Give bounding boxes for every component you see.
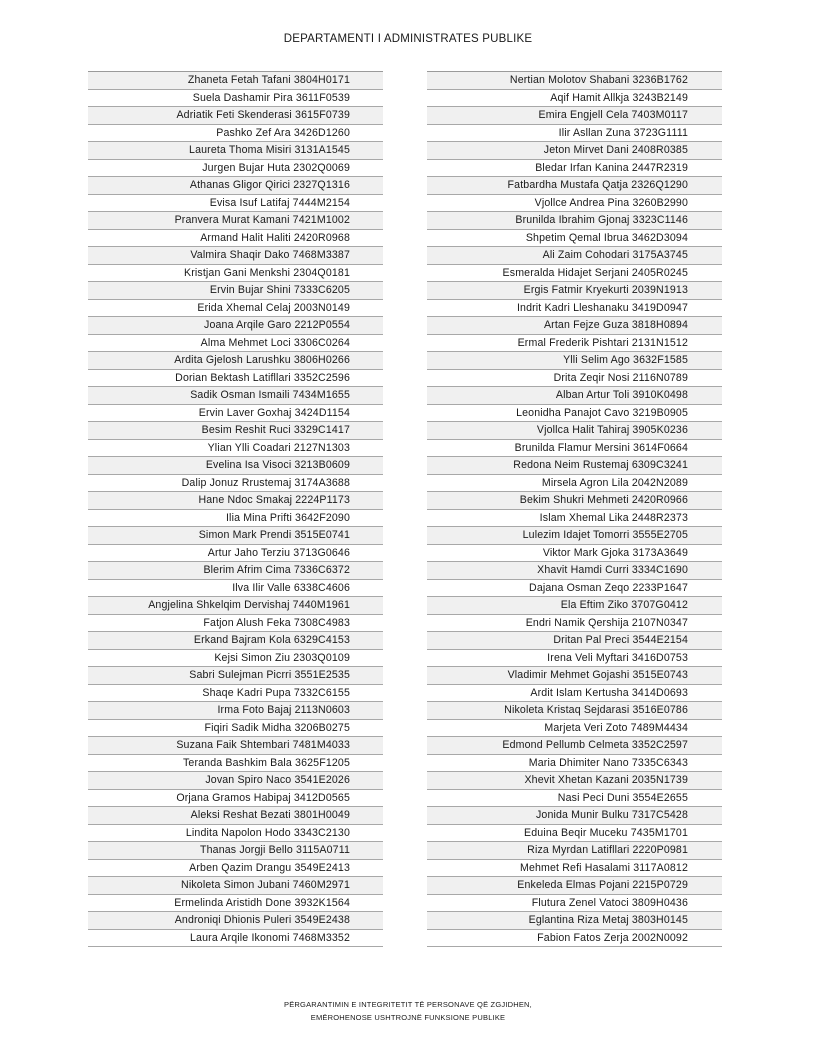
- list-item: Zhaneta Fetah Tafani 3804H0171: [88, 72, 383, 90]
- list-item: Ardita Gjelosh Larushku 3806H0266: [88, 352, 383, 370]
- list-item: Jonida Munir Bulku 7317C5428: [427, 807, 722, 825]
- list-item: Irena Veli Myftari 3416D0753: [427, 650, 722, 668]
- list-item: Besim Reshit Ruci 3329C1417: [88, 422, 383, 440]
- list-item: Ervin Laver Goxhaj 3424D1154: [88, 405, 383, 423]
- list-item: Hane Ndoc Smakaj 2224P1173: [88, 492, 383, 510]
- list-item: Marjeta Veri Zoto 7489M4434: [427, 720, 722, 738]
- list-item: Arben Qazim Drangu 3549E2413: [88, 860, 383, 878]
- list-item: Viktor Mark Gjoka 3173A3649: [427, 545, 722, 563]
- list-item: Valmira Shaqir Dako 7468M3387: [88, 247, 383, 265]
- list-item: Nikoleta Simon Jubani 7460M2971: [88, 877, 383, 895]
- list-item: Enkeleda Elmas Pojani 2215P0729: [427, 877, 722, 895]
- list-item: Kristjan Gani Menkshi 2304Q0181: [88, 265, 383, 283]
- list-item: Ela Eftim Ziko 3707G0412: [427, 597, 722, 615]
- list-item: Endri Namik Qershija 2107N0347: [427, 615, 722, 633]
- list-item: Xhavit Hamdi Curri 3334C1690: [427, 562, 722, 580]
- list-item: Joana Arqile Garo 2212P0554: [88, 317, 383, 335]
- footer-line-1: PËRGARANTIMIN E INTEGRITETIT TË PERSONAVE QË ZGJIDHEN,: [284, 1000, 532, 1009]
- list-item: Simon Mark Prendi 3515E0741: [88, 527, 383, 545]
- list-item: Ali Zaim Cohodari 3175A3745: [427, 247, 722, 265]
- list-item: Aleksi Reshat Bezati 3801H0049: [88, 807, 383, 825]
- list-item: Artur Jaho Terziu 3713G0646: [88, 545, 383, 563]
- list-item: Jovan Spiro Naco 3541E2026: [88, 772, 383, 790]
- list-item: Bledar Irfan Kanina 2447R2319: [427, 160, 722, 178]
- list-item: Ermelinda Aristidh Done 3932K1564: [88, 895, 383, 913]
- list-item: Shpetim Qemal Ibrua 3462D3094: [427, 230, 722, 248]
- list-item: Adriatik Feti Skenderasi 3615F0739: [88, 107, 383, 125]
- list-item: Ilir Asllan Zuna 3723G1111: [427, 125, 722, 143]
- page-title: DEPARTAMENTI I ADMINISTRATES PUBLIKE: [283, 33, 533, 45]
- list-item: Angjelina Shkelqim Dervishaj 7440M1961: [88, 597, 383, 615]
- list-item: Redona Neim Rustemaj 6309C3241: [427, 457, 722, 475]
- list-item: Lindita Napolon Hodo 3343C2130: [88, 825, 383, 843]
- list-item: Fiqiri Sadik Midha 3206B0275: [88, 720, 383, 738]
- list-item: Laureta Thoma Misiri 3131A1545: [88, 142, 383, 160]
- list-item: Vjollce Andrea Pina 3260B2990: [427, 195, 722, 213]
- right-column-list: [427, 71, 722, 947]
- list-item: Irma Foto Bajaj 2113N0603: [88, 702, 383, 720]
- list-item: Suzana Faik Shtembari 7481M4033: [88, 737, 383, 755]
- footer: [0, 998, 816, 1024]
- list-item: Maria Dhimiter Nano 7335C6343: [427, 755, 722, 773]
- list-item: Kejsi Simon Ziu 2303Q0109: [88, 650, 383, 668]
- list-item: Mirsela Agron Lila 2042N2089: [427, 475, 722, 493]
- list-item: Aqif Hamit Allkja 3243B2149: [427, 90, 722, 108]
- list-item: Eduina Beqir Muceku 7435M1701: [427, 825, 722, 843]
- list-item: Fabion Fatos Zerja 2002N0092: [427, 930, 722, 948]
- list-item: Eglantina Riza Metaj 3803H0145: [427, 912, 722, 930]
- list-item: Dalip Jonuz Rrustemaj 3174A3688: [88, 475, 383, 493]
- list-item: Indrit Kadri Lleshanaku 3419D0947: [427, 300, 722, 318]
- list-item: Vladimir Mehmet Gojashi 3515E0743: [427, 667, 722, 685]
- list-item: Suela Dashamir Pira 3611F0539: [88, 90, 383, 108]
- list-item: Lulezim Idajet Tomorri 3555E2705: [427, 527, 722, 545]
- list-item: Ervin Bujar Shini 7333C6205: [88, 282, 383, 300]
- list-item: Nikoleta Kristaq Sejdarasi 3516E0786: [427, 702, 722, 720]
- list-item: Bekim Shukri Mehmeti 2420R0966: [427, 492, 722, 510]
- list-item: Pranvera Murat Kamani 7421M1002: [88, 212, 383, 230]
- list-item: Alma Mehmet Loci 3306C0264: [88, 335, 383, 353]
- list-item: Drita Zeqir Nosi 2116N0789: [427, 370, 722, 388]
- list-item: Leonidha Panajot Cavo 3219B0905: [427, 405, 722, 423]
- list-item: Ermal Frederik Pishtari 2131N1512: [427, 335, 722, 353]
- list-item: Ergis Fatmir Kryekurti 2039N1913: [427, 282, 722, 300]
- list-item: Vjollca Halit Tahiraj 3905K0236: [427, 422, 722, 440]
- footer-line-2: EMËROHENOSE USHTROJNË FUNKSIONE PUBLIKE: [310, 1013, 506, 1022]
- list-item: Thanas Jorgji Bello 3115A0711: [88, 842, 383, 860]
- list-item: Sabri Sulejman Picrri 3551E2535: [88, 667, 383, 685]
- list-item: Laura Arqile Ikonomi 7468M3352: [88, 930, 383, 948]
- list-item: Ardit Islam Kertusha 3414D0693: [427, 685, 722, 703]
- list-item: Emira Engjell Cela 7403M0117: [427, 107, 722, 125]
- list-item: Alban Artur Toli 3910K0498: [427, 387, 722, 405]
- list-item: Erida Xhemal Celaj 2003N0149: [88, 300, 383, 318]
- list-item: Armand Halit Haliti 2420R0968: [88, 230, 383, 248]
- list-item: Erkand Bajram Kola 6329C4153: [88, 632, 383, 650]
- list-item: Blerim Afrim Cima 7336C6372: [88, 562, 383, 580]
- list-item: Teranda Bashkim Bala 3625F1205: [88, 755, 383, 773]
- list-item: Artan Fejze Guza 3818H0894: [427, 317, 722, 335]
- list-item: Evelina Isa Visoci 3213B0609: [88, 457, 383, 475]
- list-item: Flutura Zenel Vatoci 3809H0436: [427, 895, 722, 913]
- list-item: Mehmet Refi Hasalami 3117A0812: [427, 860, 722, 878]
- list-item: Brunilda Ibrahim Gjonaj 3323C1146: [427, 212, 722, 230]
- list-item: Pashko Zef Ara 3426D1260: [88, 125, 383, 143]
- list-item: Ilva Ilir Valle 6338C4606: [88, 580, 383, 598]
- list-item: Nertian Molotov Shabani 3236B1762: [427, 72, 722, 90]
- list-item: Ilia Mina Prifti 3642F2090: [88, 510, 383, 528]
- list-item: Jurgen Bujar Huta 2302Q0069: [88, 160, 383, 178]
- list-item: Ylli Selim Ago 3632F1585: [427, 352, 722, 370]
- list-item: Riza Myrdan Latifllari 2220P0981: [427, 842, 722, 860]
- list-item: Orjana Gramos Habipaj 3412D0565: [88, 790, 383, 808]
- list-item: Edmond Pellumb Celmeta 3352C2597: [427, 737, 722, 755]
- list-item: Xhevit Xhetan Kazani 2035N1739: [427, 772, 722, 790]
- list-item: Brunilda Flamur Mersini 3614F0664: [427, 440, 722, 458]
- list-item: Dajana Osman Zeqo 2233P1647: [427, 580, 722, 598]
- left-column-list: [88, 71, 383, 947]
- list-item: Ylian Ylli Coadari 2127N1303: [88, 440, 383, 458]
- list-item: Androniqi Dhionis Puleri 3549E2438: [88, 912, 383, 930]
- list-item: Nasi Peci Duni 3554E2655: [427, 790, 722, 808]
- list-item: Sadik Osman Ismaili 7434M1655: [88, 387, 383, 405]
- list-item: Jeton Mirvet Dani 2408R0385: [427, 142, 722, 160]
- list-item: Islam Xhemal Lika 2448R2373: [427, 510, 722, 528]
- list-item: Fatbardha Mustafa Qatja 2326Q1290: [427, 177, 722, 195]
- list-item: Esmeralda Hidajet Serjani 2405R0245: [427, 265, 722, 283]
- list-item: Evisa Isuf Latifaj 7444M2154: [88, 195, 383, 213]
- list-item: Shaqe Kadri Pupa 7332C6155: [88, 685, 383, 703]
- list-item: Dritan Pal Preci 3544E2154: [427, 632, 722, 650]
- list-item: Athanas Gligor Qirici 2327Q1316: [88, 177, 383, 195]
- list-item: Fatjon Alush Feka 7308C4983: [88, 615, 383, 633]
- list-item: Dorian Bektash Latifllari 3352C2596: [88, 370, 383, 388]
